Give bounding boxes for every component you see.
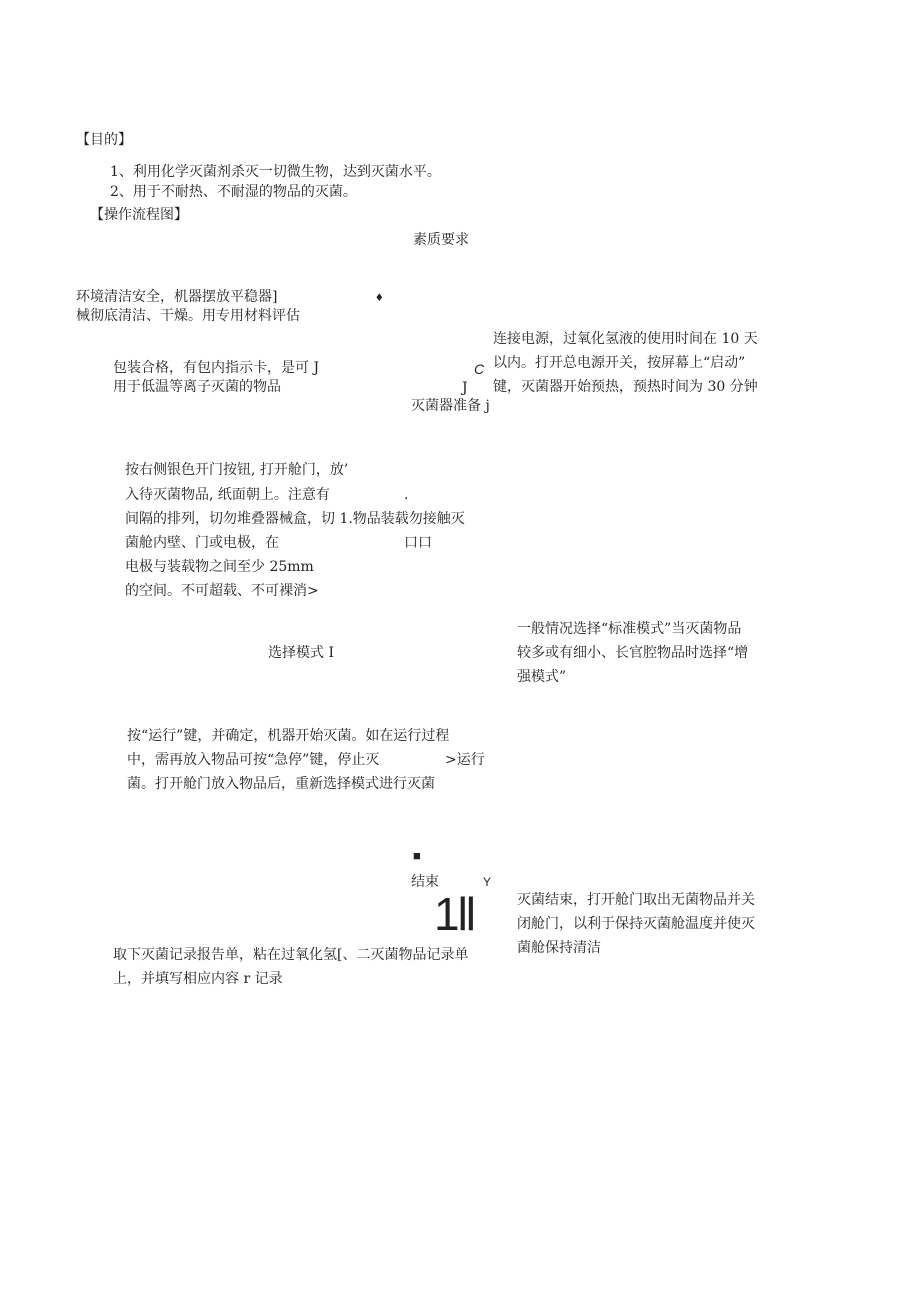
load-line-1: 按右侧银色开门按钮, 打开舱门，放’ (125, 462, 349, 478)
pack-line-2: 用于低温等离子灭菌的物品 (113, 379, 281, 395)
env-line-2: 械彻底清洁、干燥。用专用材料评估 (76, 308, 300, 324)
end-desc-line-1: 灭菌结束，打开舱门取出无菌物品并关 (517, 892, 755, 908)
mark-j: J (462, 380, 468, 396)
load-line-2: 入待灭菌物品, 纸面朝上。注意有 (125, 487, 330, 503)
square-icon: ■ (413, 848, 421, 863)
mark-c: C (474, 361, 485, 377)
env-line-1: 环境清洁安全，机器摆放平稳器] (76, 289, 278, 305)
run-line-2: 中，需再放入物品可按“急停”键，停止灭 (127, 752, 380, 768)
record-line-2: 上，并填写相应内容 r 记录 (113, 971, 283, 987)
quality-title: 素质要求 (413, 232, 469, 248)
run-label: >运行 (445, 752, 485, 768)
purpose-item-1: 1、利用化学灭菌剂杀灭一切微生物，达到灭菌水平。 (110, 164, 441, 180)
mark-y: Y (483, 875, 492, 889)
end-desc-line-3: 菌舱保持清洁 (517, 940, 601, 956)
end-desc-line-2: 闭舱门，以利于保持灭菌舱温度并使灭 (517, 916, 755, 932)
power-line-3: 键，灭菌器开始预热，预热时间为 30 分钟 (493, 379, 758, 395)
mode-desc-line-3: 强模式” (517, 669, 567, 685)
mode-desc-line-2: 较多或有细小、长官腔物品时选择“增 (517, 645, 749, 661)
run-line-3: 菌。打开舱门放入物品后，重新选择模式进行灭菌 (127, 776, 435, 792)
dot-mark: . (404, 487, 409, 503)
end-label: 结束 (411, 874, 439, 890)
mode-label: 选择模式 I (268, 645, 334, 661)
big-mark: 1ll (434, 888, 475, 940)
mode-desc-line-1: 一般情况选择“标准模式”当灭菌物品 (517, 621, 742, 637)
record-line-1: 取下灭菌记录报告单，粘在过氧化氢[、二灭菌物品记录单 (113, 947, 469, 963)
power-line-1: 连接电源，过氧化氢液的使用时间在 10 天 (493, 331, 758, 347)
run-line-1: 按“运行”键，并确定，机器开始灭菌。如在运行过程 (127, 728, 450, 744)
purpose-item-2: 2、用于不耐热、不耐湿的物品的灭菌。 (110, 184, 357, 200)
pack-line-1: 包装合格，有包内指示卡，是可 J (113, 360, 320, 376)
load-line-6: 的空间。不可超载、不可裸消> (125, 583, 319, 599)
load-line-4: 菌舱内壁、门或电极，在 (125, 535, 279, 551)
purpose-heading: 【目的】 (76, 132, 132, 148)
load-line-3: 间隔的排列，切勿堆叠器械盒，切 1.物品装载勿接触灭 (125, 511, 465, 527)
diamond-icon: ♦ (376, 289, 383, 304)
flow-heading: 【操作流程图】 (90, 207, 188, 223)
load-line-5: 电极与装载物之间至少 25mm (125, 559, 314, 575)
box-marks: 口口 (404, 535, 432, 551)
prepare-label: 灭菌器准备 j (411, 398, 490, 414)
power-line-2: 以内。打开总电源开关，按屏幕上“启动” (493, 355, 746, 371)
